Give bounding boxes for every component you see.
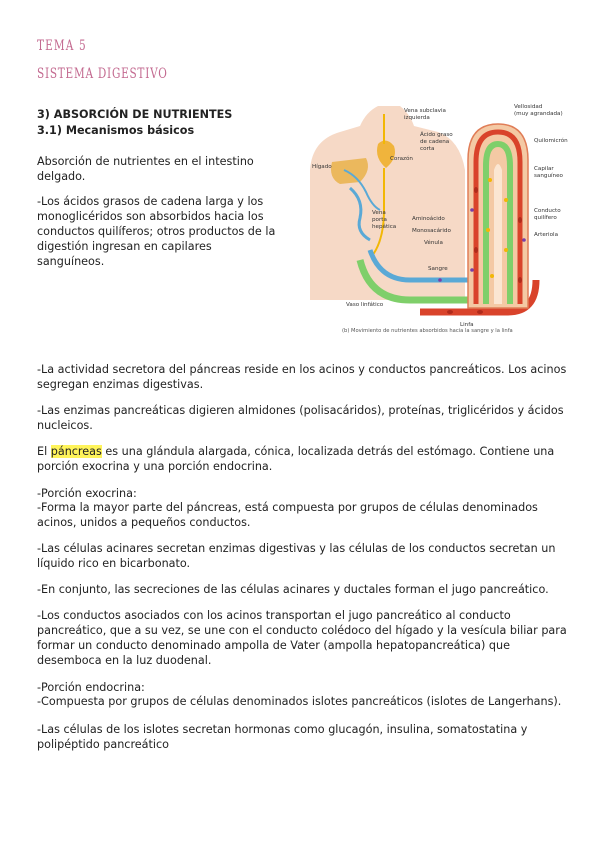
label-aminoacido: Aminoácido [412,216,445,222]
exocrine-title: -Porción exocrina: [37,487,137,500]
label-higado: Hígado [312,164,332,170]
label-vena-porta-3: hepática [372,224,397,230]
label-acido-graso-2: de cadena [420,139,450,145]
page-subtitle: SISTEMA DIGESTIVO [37,66,168,82]
endocrine-title: -Porción endocrina: [37,681,145,694]
label-acido-graso-1: Ácido graso [420,132,453,138]
label-monosacarido: Monosacárido [412,228,451,234]
page-tema: TEMA 5 [37,38,87,54]
label-linfa: Linfa [460,322,474,328]
section-heading: 3) ABSORCIÓN DE NUTRIENTES [37,108,233,121]
label-vellosidad-2: (muy agrandada) [514,111,563,117]
label-vellosidad-1: Vellosidad [514,104,543,110]
paragraph-enzimas: -Las enzimas pancreáticas digieren almidones (polisacáridos), proteínas, triglicéridos y ácidos nucleicos. [37,404,564,432]
label-conducto-1: Conducto [534,208,561,214]
label-vena-porta-2: porta [372,217,387,223]
label-capilar-2: sanguíneo [534,173,563,179]
label-vena-porta-1: Vena [372,210,386,216]
paragraph-jugo-pancreatico: -En conjunto, las secreciones de las células acinares y ductales forman el jugo pancreático. [37,583,549,596]
label-conducto-2: quilífero [534,215,557,221]
endocrine-body: -Compuesta por grupos de células denominados islotes pancreáticos (islotes de Langerhans). [37,695,562,708]
label-sangre: Sangre [428,266,448,272]
paragraph-hormonas: -Las células de los islotes secretan hormonas como glucagón, insulina, somatostatina y polipéptido pancreático [37,723,528,751]
paragraph-conductos: -Los conductos asociados con los acinos transportan el jugo pancreático al conducto pancreático, que a su vez, se une con el conducto colédoco del hígado y la vesícula biliar para formar un conducto denominado ampolla de Vater (ampolla hepatopancreática) que desemboca en la luz duodenal. [37,609,567,667]
intro-paragraph-1: Absorción de nutrientes en el intestino delgado. [37,155,254,183]
label-venula: Vénula [424,240,443,246]
label-arteriola: Arteriola [534,232,559,238]
label-vaso-linfatico: Vaso linfático [346,302,384,308]
highlight-pancreas: páncreas [50,445,102,458]
paragraph-pancreas-post: es una glándula alargada, cónica, localizada detrás del estómago. Contiene una porción exocrina y una porción endocrina. [37,445,555,473]
label-capilar-1: Capilar [534,166,554,172]
label-quilomicron: Quilomicrón [534,138,568,144]
paragraph-celulas-acinares: -Las células acinares secretan enzimas digestivas y las células de los conductos secretan un líquido rico en bicarbonato. [37,542,556,570]
figure-caption: (b) Movimiento de nutrientes absorbidos hacia la sangre y la linfa [342,328,513,334]
label-izquierda: izquierda [404,115,430,121]
villus-center [494,164,502,304]
paragraph-pancreas-pre: El [37,445,51,458]
absorption-diagram [300,100,568,340]
intro-paragraph-2: -Los ácidos grasos de cadena larga y los monoglicéridos son absorbidos hacia los conductos quilíferos; otros productos de la digestión ingresan en capilares sanguíneos. [37,195,276,268]
label-acido-graso-3: corta [420,146,435,152]
section-subheading: 3.1) Mecanismos básicos [37,124,195,137]
absorption-diagram-svg [300,100,568,340]
label-corazon: Corazón [390,156,413,162]
label-vena-subclavia: Vena subclavia [404,108,446,114]
paragraph-pancreas [37,444,567,474]
paragraph-acinos: -La actividad secretora del páncreas reside en los acinos y conductos pancreáticos. Los acinos segregan enzimas digestivas. [37,363,567,391]
exocrine-body: -Forma la mayor parte del páncreas, está compuesta por grupos de células denominados acinos, unidos a pequeños conductos. [37,501,538,529]
